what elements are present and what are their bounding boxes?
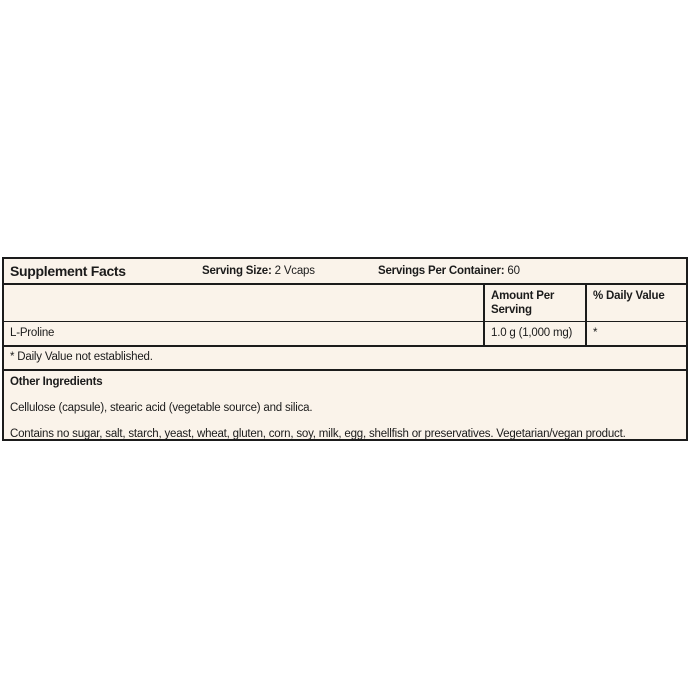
serving-size-value: 2 Vcaps xyxy=(274,265,315,277)
ingredient-name: L-Proline xyxy=(10,326,55,339)
serving-size xyxy=(202,265,315,279)
other-ingredients-heading: Other Ingredients xyxy=(10,376,103,388)
daily-value-header: % Daily Value xyxy=(585,285,686,321)
ingredient-column-header xyxy=(4,285,483,321)
servings-per-container xyxy=(378,265,520,279)
ingredient-daily-value: * xyxy=(585,322,686,345)
label-header-row xyxy=(4,259,686,285)
supplement-facts-panel xyxy=(2,257,688,441)
amount-per-serving-header: Amount Per Serving xyxy=(483,285,585,321)
supplement-facts-title: Supplement Facts xyxy=(10,263,126,279)
serving-size-label: Serving Size: xyxy=(202,265,272,277)
allergen-statement: Contains no sugar, salt, starch, yeast, wheat, gluten, corn, soy, milk, egg, shellfish or preservatives. Vegetarian/vegan product. xyxy=(10,427,626,440)
other-ingredients-section xyxy=(4,371,686,439)
table-row xyxy=(4,322,686,347)
ingredient-amount: 1.0 g (1,000 mg) xyxy=(483,322,585,345)
daily-value-footnote: * Daily Value not established. xyxy=(4,347,686,371)
servings-per-container-value: 60 xyxy=(507,265,520,277)
servings-per-container-label: Servings Per Container: xyxy=(378,265,505,277)
column-header-row xyxy=(4,285,686,322)
other-ingredients-text: Cellulose (capsule), stearic acid (vegetable source) and silica. xyxy=(10,401,313,414)
